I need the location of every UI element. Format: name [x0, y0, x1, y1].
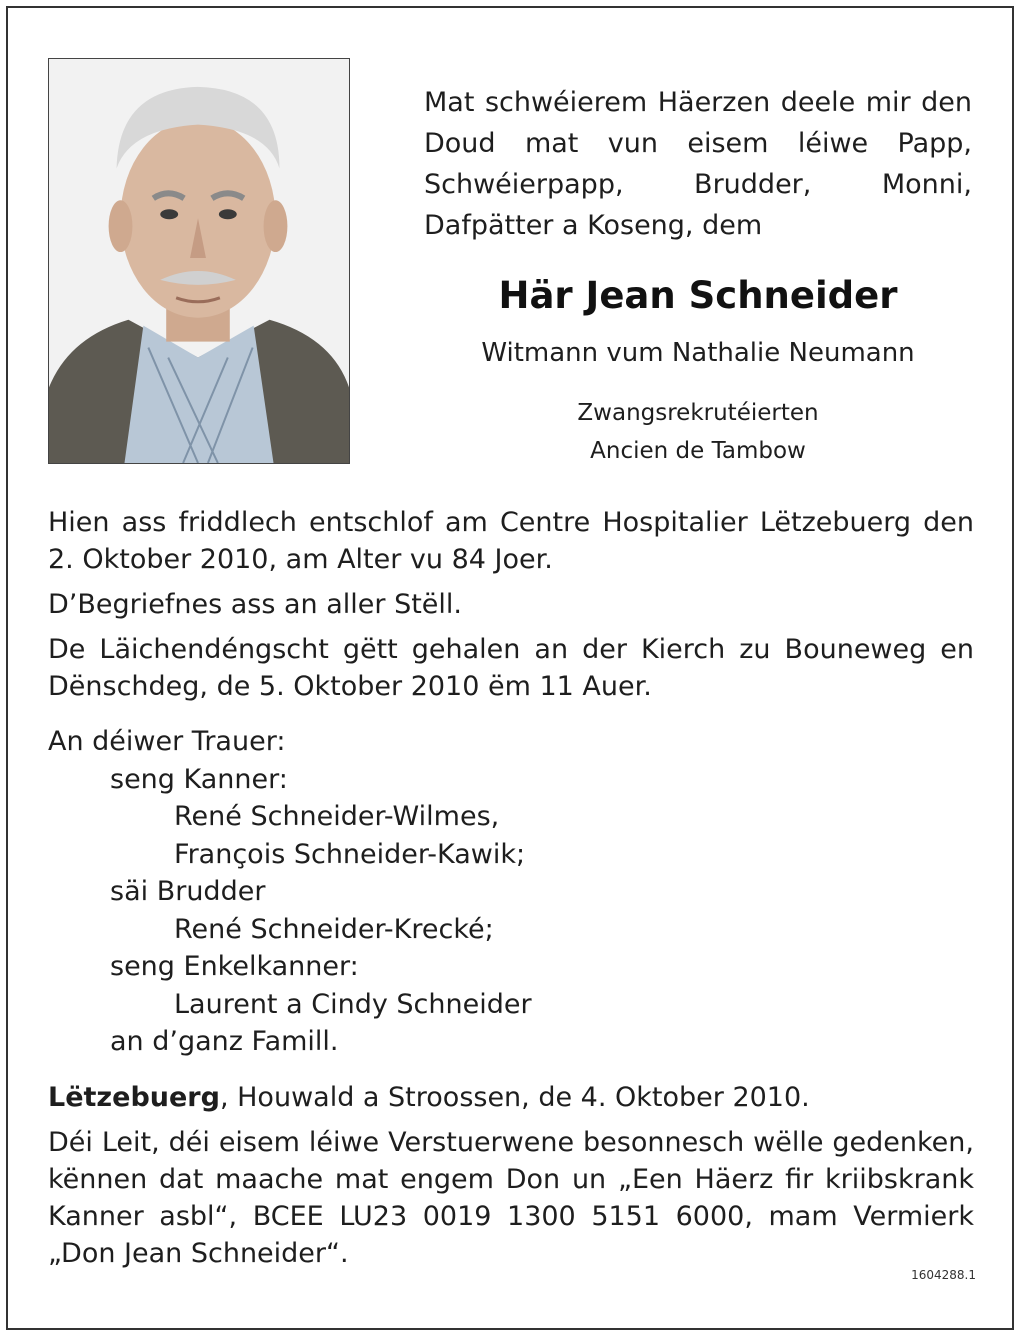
mourner-group-label: seng Enkelkanner:: [110, 951, 359, 982]
title-line: Ancien de Tambow: [590, 438, 806, 464]
titles-block: [424, 394, 972, 470]
portrait-illustration: [49, 59, 349, 463]
burial-paragraph: D’Begriefnes ass an aller Stëll.: [48, 589, 463, 620]
mourner-name: René Schneider-Krecké;: [174, 913, 494, 945]
mourner-name: René Schneider-Wilmes,: [174, 801, 500, 832]
place-date-line: [48, 1079, 974, 1116]
mourner-name: François Schneider-Kawik;: [174, 838, 526, 870]
spouse-line: Witmann vum Nathalie Neumann: [481, 338, 915, 368]
reference-number: 1604288.1: [911, 1268, 976, 1282]
notice-body: [48, 504, 974, 1272]
deceased-name: Här Jean Schneider: [498, 274, 898, 317]
mourners-intro: An déiwer Trauer:: [48, 726, 286, 757]
mourner-group-label: seng Kanner:: [110, 763, 288, 795]
title-line: Zwangsrekrutéierten: [577, 400, 819, 426]
donation-paragraph: Déi Leit, déi eisem léiwe Verstuerwene besonnesch wëlle gedenken, kënnen dat maache mat engem Don un „Een Häerz fir kriibskrank Kanner asbl“, BCEE LU23 0019 1300 5151 6000, mam Vermierk „Don Jean Schneider“.: [48, 1126, 974, 1269]
mourners-closing: an d’ganz Famill.: [110, 1026, 339, 1057]
service-paragraph: De Läichendéngscht gëtt gehalen an der Kierch zu Bouneweg en Dënschdeg, de 5. Oktober 2010 ëm 11 Auer.: [48, 634, 974, 702]
mourner-name: Laurent a Cindy Schneider: [174, 988, 532, 1020]
intro-text: Mat schwéierem Häerzen deele mir den Doud mat vun eisem léiwe Papp, Schwéierpapp, Brudder, Monni, Dafpätter a Koseng, dem: [424, 87, 972, 241]
death-paragraph: Hien ass friddlech entschlof am Centre Hospitalier Lëtzebuerg den 2. Oktober 2010, am Alter vu 84 Joer.: [48, 507, 974, 575]
place-rest: , Houwald a Stroossen, de 4. Oktober 2010.: [219, 1081, 810, 1113]
place-city: Lëtzebuerg: [48, 1081, 220, 1113]
mourners-block: [48, 723, 974, 1061]
portrait-photo: [48, 58, 350, 464]
mourner-group-label: säi Brudder: [110, 876, 266, 907]
